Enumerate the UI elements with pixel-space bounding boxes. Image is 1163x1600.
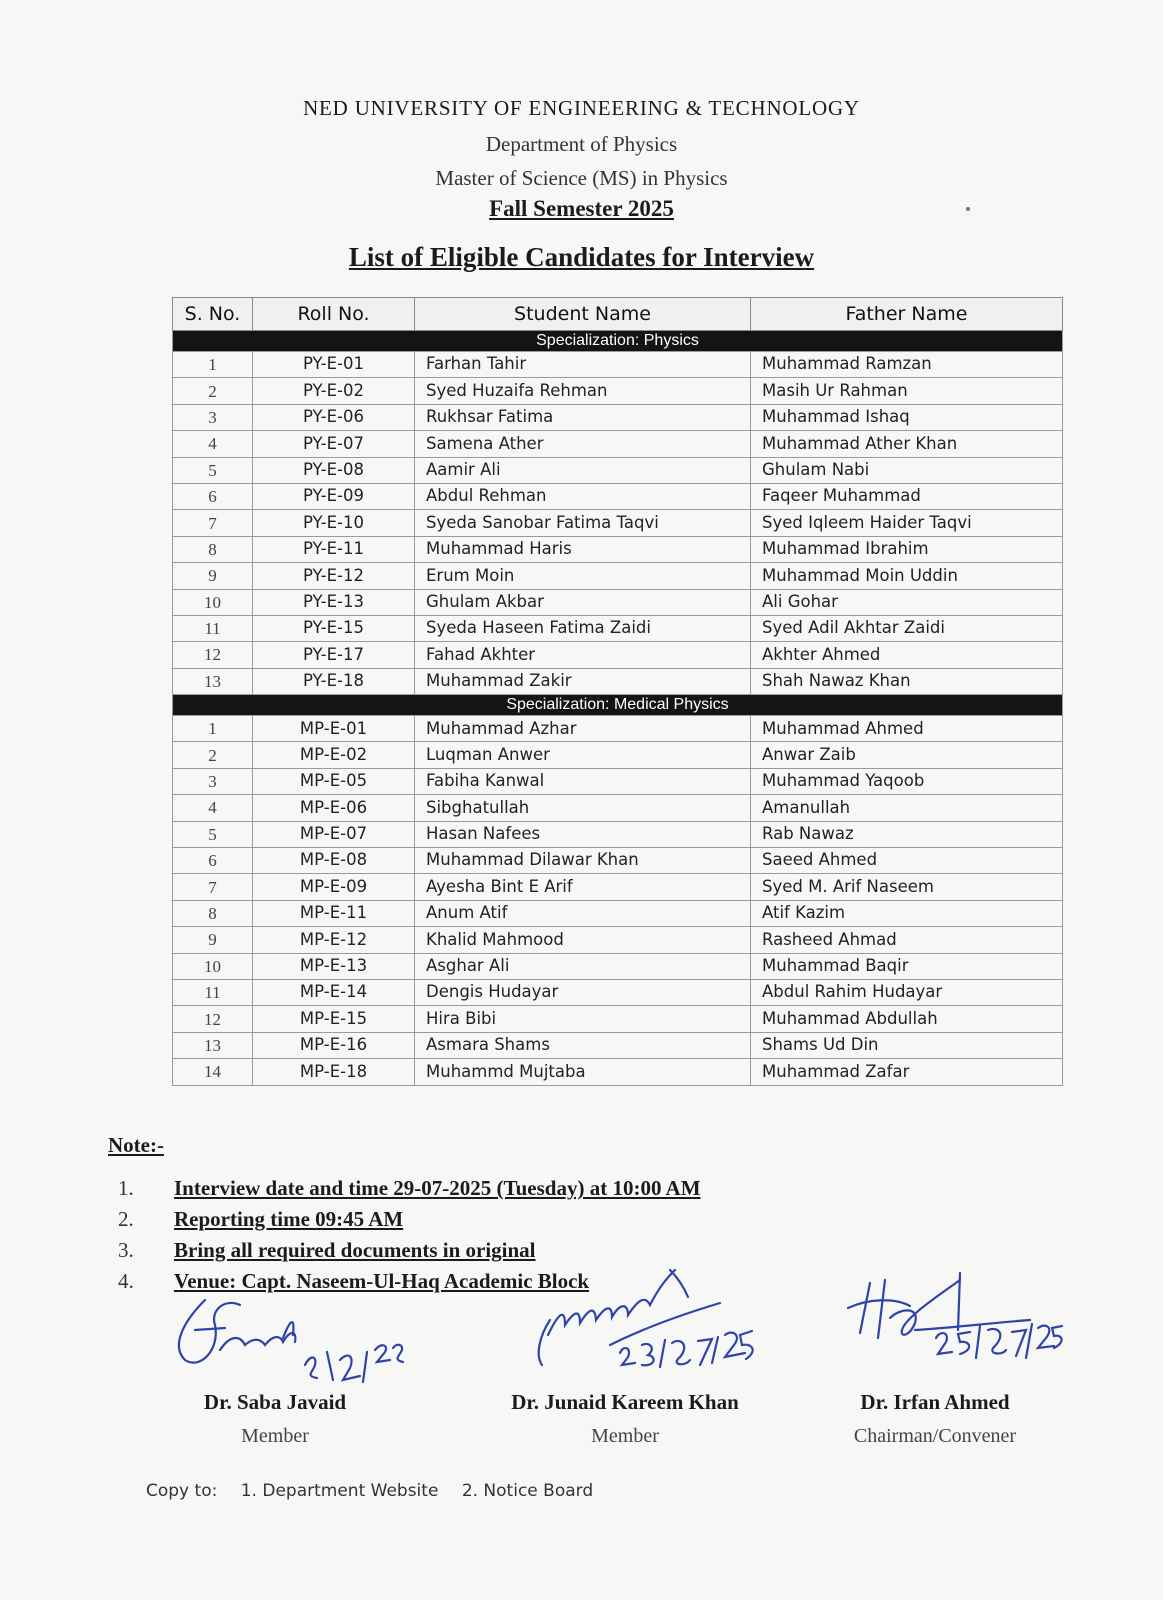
table-row: [173, 848, 1063, 874]
student-name: Muhammd Mujtaba: [415, 1059, 751, 1085]
table-row: [173, 927, 1063, 953]
father-name: Muhammad Baqir: [751, 953, 1063, 979]
serial-number: 14: [173, 1059, 253, 1085]
father-name: Syed M. Arif Naseem: [751, 874, 1063, 900]
student-name: Ghulam Akbar: [415, 589, 751, 615]
serial-number: 1: [173, 716, 253, 742]
student-name: Khalid Mahmood: [415, 927, 751, 953]
serial-number: 7: [173, 510, 253, 536]
father-name: Muhammad Ishaq: [751, 404, 1063, 430]
roll-number: PY-E-06: [253, 404, 415, 430]
student-name: Dengis Hudayar: [415, 979, 751, 1005]
signature-saba-javaid: [165, 1290, 415, 1385]
roll-number: MP-E-13: [253, 953, 415, 979]
table-row: [173, 742, 1063, 768]
roll-number: PY-E-17: [253, 642, 415, 668]
serial-number: 2: [173, 378, 253, 404]
father-name: Muhammad Ramzan: [751, 352, 1063, 378]
note-number: 4.: [118, 1269, 134, 1293]
father-name: Rasheed Ahmad: [751, 927, 1063, 953]
father-name: Ghulam Nabi: [751, 457, 1063, 483]
note-number: 1.: [118, 1176, 134, 1200]
serial-number: 10: [173, 589, 253, 615]
serial-number: 8: [173, 536, 253, 562]
table-row: [173, 716, 1063, 742]
student-name: Muhammad Azhar: [415, 716, 751, 742]
father-name: Shams Ud Din: [751, 1032, 1063, 1058]
student-name: Syeda Sanobar Fatima Taqvi: [415, 510, 751, 536]
serial-number: 11: [173, 979, 253, 1005]
note-number: 3.: [118, 1238, 134, 1262]
note-text: Reporting time 09:45 AM: [174, 1207, 404, 1231]
section-band: [173, 695, 1063, 716]
table-row: [173, 979, 1063, 1005]
roll-number: PY-E-01: [253, 352, 415, 378]
note-text: Interview date and time 29-07-2025 (Tuesday) at 10:00 AM: [174, 1176, 701, 1200]
signature-irfan-ahmed: [840, 1268, 1080, 1368]
table-row: [173, 768, 1063, 794]
father-name: Muhammad Ibrahim: [751, 536, 1063, 562]
serial-number: 3: [173, 404, 253, 430]
list-title: List of Eligible Candidates for Interview: [348, 242, 815, 272]
student-name: Anum Atif: [415, 900, 751, 926]
serial-number: 11: [173, 615, 253, 641]
table-row: [173, 536, 1063, 562]
serial-number: 12: [173, 642, 253, 668]
table-row: [173, 563, 1063, 589]
program-name: Master of Science (MS) in Physics: [435, 166, 728, 190]
student-name: Ayesha Bint E Arif: [415, 874, 751, 900]
father-name: Masih Ur Rahman: [751, 378, 1063, 404]
table-row: [173, 378, 1063, 404]
father-name: Shah Nawaz Khan: [751, 668, 1063, 694]
student-name: Hira Bibi: [415, 1006, 751, 1032]
table-row: [173, 1032, 1063, 1058]
student-name: Aamir Ali: [415, 457, 751, 483]
student-name: Fabiha Kanwal: [415, 768, 751, 794]
table-row: [173, 352, 1063, 378]
note-text: Venue: Capt. Naseem-Ul-Haq Academic Block: [174, 1269, 590, 1293]
signatory-name: Dr. Junaid Kareem Khan: [511, 1390, 739, 1414]
semester-title: Fall Semester 2025: [489, 196, 674, 221]
roll-number: PY-E-12: [253, 563, 415, 589]
serial-number: 5: [173, 821, 253, 847]
note-number: 2.: [118, 1207, 134, 1231]
roll-number: MP-E-16: [253, 1032, 415, 1058]
signatory-name: Dr. Irfan Ahmed: [860, 1390, 1010, 1414]
serial-number: 8: [173, 900, 253, 926]
father-name: Faqeer Muhammad: [751, 483, 1063, 509]
roll-number: MP-E-09: [253, 874, 415, 900]
roll-number: MP-E-05: [253, 768, 415, 794]
roll-number: PY-E-02: [253, 378, 415, 404]
roll-number: PY-E-08: [253, 457, 415, 483]
roll-number: MP-E-06: [253, 795, 415, 821]
table-row: [173, 821, 1063, 847]
roll-number: PY-E-18: [253, 668, 415, 694]
table-row: [173, 589, 1063, 615]
student-name: Asghar Ali: [415, 953, 751, 979]
serial-number: 1: [173, 352, 253, 378]
father-name: Ali Gohar: [751, 589, 1063, 615]
serial-number: 12: [173, 1006, 253, 1032]
student-name: Erum Moin: [415, 563, 751, 589]
roll-number: PY-E-07: [253, 431, 415, 457]
student-name: Luqman Anwer: [415, 742, 751, 768]
roll-number: MP-E-15: [253, 1006, 415, 1032]
table-body: [173, 331, 1063, 1086]
serial-number: 4: [173, 795, 253, 821]
table-row: [173, 900, 1063, 926]
table-row: [173, 795, 1063, 821]
table-row: [173, 642, 1063, 668]
department-name: Department of Physics: [485, 132, 678, 156]
roll-number: MP-E-01: [253, 716, 415, 742]
student-name: Muhammad Haris: [415, 536, 751, 562]
serial-number: 5: [173, 457, 253, 483]
father-name: Saeed Ahmed: [751, 848, 1063, 874]
copy-to-item: 2. Notice Board: [461, 1481, 594, 1501]
column-header-father: Father Name: [751, 298, 1063, 331]
roll-number: MP-E-02: [253, 742, 415, 768]
roll-number: PY-E-10: [253, 510, 415, 536]
serial-number: 6: [173, 483, 253, 509]
father-name: Muhammad Zafar: [751, 1059, 1063, 1085]
student-name: Farhan Tahir: [415, 352, 751, 378]
serial-number: 13: [173, 668, 253, 694]
serial-number: 7: [173, 874, 253, 900]
roll-number: MP-E-07: [253, 821, 415, 847]
table-row: [173, 953, 1063, 979]
student-name: Asmara Shams: [415, 1032, 751, 1058]
signatory-3: [820, 1390, 1050, 1448]
father-name: Muhammad Ather Khan: [751, 431, 1063, 457]
student-name: Sibghatullah: [415, 795, 751, 821]
table-row: [173, 874, 1063, 900]
table-header-row: [173, 298, 1063, 331]
table-row: [173, 404, 1063, 430]
table-row: [173, 668, 1063, 694]
father-name: Muhammad Abdullah: [751, 1006, 1063, 1032]
signatory-2: [475, 1390, 775, 1448]
roll-number: PY-E-11: [253, 536, 415, 562]
roll-number: MP-E-14: [253, 979, 415, 1005]
signatory-role: Member: [241, 1425, 309, 1447]
table-row: [173, 431, 1063, 457]
father-name: Syed Adil Akhtar Zaidi: [751, 615, 1063, 641]
note-text: Bring all required documents in original: [174, 1238, 536, 1262]
student-name: Muhammad Zakir: [415, 668, 751, 694]
table-row: [173, 457, 1063, 483]
section-band: [173, 331, 1063, 352]
section-label: Specialization: Medical Physics: [173, 695, 1063, 716]
column-header-sno: S. No.: [173, 298, 253, 331]
copy-to-label: Copy to:: [146, 1481, 218, 1501]
father-name: Akhter Ahmed: [751, 642, 1063, 668]
table-row: [173, 510, 1063, 536]
copy-to-item: 1. Department Website: [240, 1481, 439, 1501]
serial-number: 6: [173, 848, 253, 874]
roll-number: PY-E-09: [253, 483, 415, 509]
table-row: [173, 483, 1063, 509]
serial-number: 2: [173, 742, 253, 768]
father-name: Muhammad Moin Uddin: [751, 563, 1063, 589]
candidates-table: [172, 297, 1063, 1086]
serial-number: 4: [173, 431, 253, 457]
table-row: [173, 1059, 1063, 1085]
father-name: Atif Kazim: [751, 900, 1063, 926]
father-name: Muhammad Ahmed: [751, 716, 1063, 742]
serial-number: 3: [173, 768, 253, 794]
signatory-1: [160, 1390, 390, 1448]
student-name: Hasan Nafees: [415, 821, 751, 847]
roll-number: PY-E-15: [253, 615, 415, 641]
serial-number: 10: [173, 953, 253, 979]
column-header-student: Student Name: [415, 298, 751, 331]
student-name: Muhammad Dilawar Khan: [415, 848, 751, 874]
scan-speck: [966, 207, 970, 211]
roll-number: MP-E-08: [253, 848, 415, 874]
roll-number: MP-E-11: [253, 900, 415, 926]
student-name: Abdul Rehman: [415, 483, 751, 509]
roll-number: PY-E-13: [253, 589, 415, 615]
signature-junaid-kareem-khan: [520, 1265, 770, 1375]
column-header-roll: Roll No.: [253, 298, 415, 331]
serial-number: 9: [173, 563, 253, 589]
signatory-name: Dr. Saba Javaid: [203, 1390, 347, 1414]
serial-number: 9: [173, 927, 253, 953]
father-name: Syed Iqleem Haider Taqvi: [751, 510, 1063, 536]
student-name: Fahad Akhter: [415, 642, 751, 668]
father-name: Abdul Rahim Hudayar: [751, 979, 1063, 1005]
note-label: Note:-: [108, 1133, 164, 1157]
roll-number: MP-E-18: [253, 1059, 415, 1085]
table-row: [173, 615, 1063, 641]
student-name: Samena Ather: [415, 431, 751, 457]
father-name: Muhammad Yaqoob: [751, 768, 1063, 794]
father-name: Amanullah: [751, 795, 1063, 821]
roll-number: MP-E-12: [253, 927, 415, 953]
student-name: Syeda Haseen Fatima Zaidi: [415, 615, 751, 641]
serial-number: 13: [173, 1032, 253, 1058]
signatory-role: Chairman/Convener: [853, 1425, 1017, 1447]
father-name: Rab Nawaz: [751, 821, 1063, 847]
student-name: Rukhsar Fatima: [415, 404, 751, 430]
section-label: Specialization: Physics: [173, 331, 1063, 352]
university-name: NED UNIVERSITY OF ENGINEERING & TECHNOLOGY: [303, 96, 860, 120]
signatory-role: Member: [591, 1425, 659, 1447]
table-row: [173, 1006, 1063, 1032]
father-name: Anwar Zaib: [751, 742, 1063, 768]
student-name: Syed Huzaifa Rehman: [415, 378, 751, 404]
copy-to-line: [146, 1481, 593, 1501]
